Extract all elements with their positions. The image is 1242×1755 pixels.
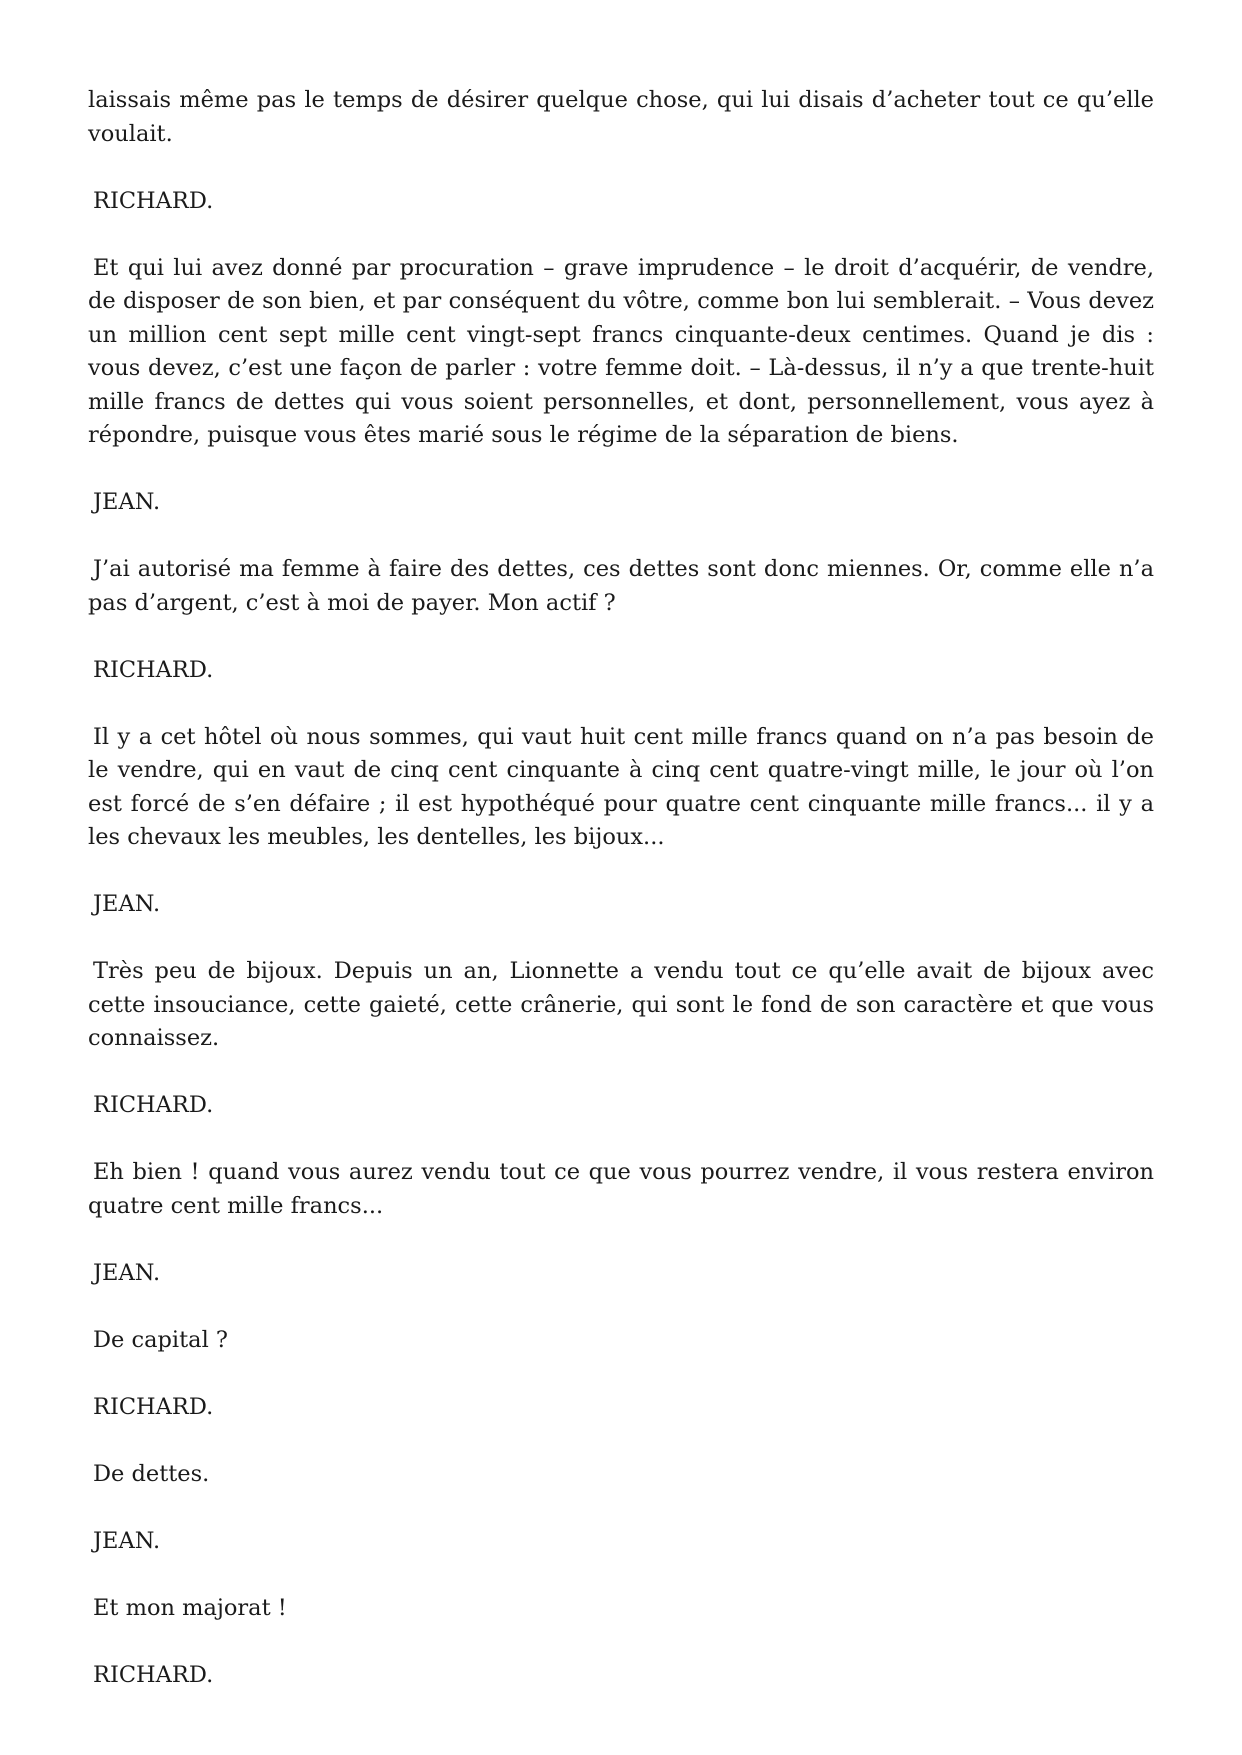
speaker-name: RICHARD. <box>93 187 214 214</box>
dialogue-paragraph: De dettes. <box>93 1460 210 1487</box>
speaker-name: JEAN. <box>93 489 161 515</box>
dialogue-paragraph: Eh bien ! quand vous aurez vendu tout ce que vous pourrez vendre, il vous restera environ quatre cent mille francs... <box>88 1159 1154 1219</box>
dialogue-paragraph: Il y a cet hôtel où nous sommes, qui vaut huit cent mille francs quand on n’a pas besoin de le vendre, qui en vaut de cinq cent cinquante à cinq cent quatre-vingt mille, le jour où l’on est forcé de s’en défaire ; il est hypothéqué pour quatre cent cinquante mille francs... il y a les chevaux les meubles, les dentelles, les bijoux... <box>88 723 1154 850</box>
speaker-name: RICHARD. <box>93 1092 214 1118</box>
speaker-name: JEAN. <box>93 1527 161 1554</box>
speaker-name: RICHARD. <box>93 656 214 683</box>
dialogue-paragraph: J’ai autorisé ma femme à faire des dettes, ces dettes sont donc miennes. Or, comme elle n’a pas d’argent, c’est à moi de payer. Mon actif ? <box>88 556 1154 616</box>
dialogue-paragraph: Et mon majorat ! <box>93 1594 287 1621</box>
speaker-name: RICHARD. <box>93 1661 214 1688</box>
dialogue-paragraph: Et qui lui avez donné par procuration – grave imprudence – le droit d’acquérir, de vendre, de disposer de son bien, et par conséquent du vôtre, comme bon lui semblerait. – Vous devez un million cent sept mille cent vingt-sept francs cinquante-deux centimes. Quand je dis : vous devez, c’est une façon de parler : votre femme doit. – Là-dessus, il n’y a que trente-huit mille francs de dettes qui vous soient personnelles, et dont, personnellement, vous ayez à répondre, puisque vous êtes marié sous le régime de la séparation de biens. <box>88 254 1154 448</box>
speaker-name: JEAN. <box>93 891 161 917</box>
dialogue-paragraph: Très peu de bijoux. Depuis un an, Lionnette a vendu tout ce qu’elle avait de bijoux avec cette insouciance, cette gaieté, cette crânerie, qui sont le fond de son caractère et que vous connaissez. <box>88 958 1154 1051</box>
dialogue-paragraph: De capital ? <box>93 1326 228 1353</box>
document-page <box>88 84 1154 1726</box>
paragraph-continued: laissais même pas le temps de désirer quelque chose, qui lui disais d’acheter tout ce qu’elle voulait. <box>88 87 1154 147</box>
speaker-name: JEAN. <box>93 1259 161 1286</box>
speaker-name: RICHARD. <box>93 1393 214 1420</box>
